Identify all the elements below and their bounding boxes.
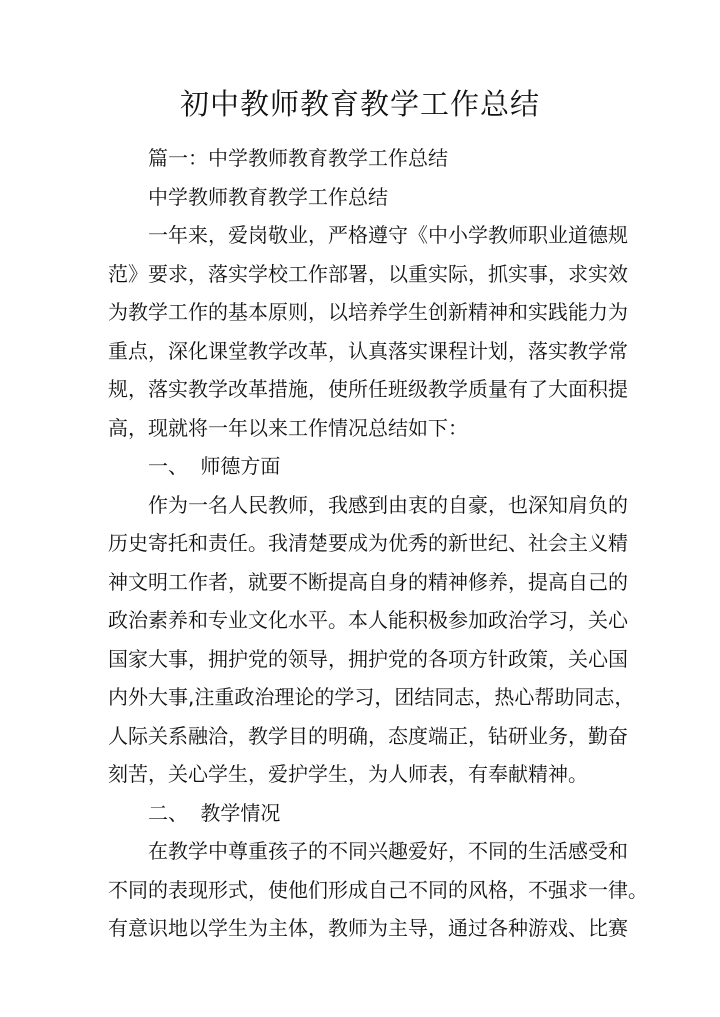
article-label: 篇一：中学教师教育教学工作总结 [148, 146, 448, 170]
paragraph-line: 历史寄托和责任。我清楚要成为优秀的新世纪、社会主义精 [108, 531, 628, 555]
paragraph-line: 神文明工作者，就要不断提高自身的精神修养，提高自己的 [108, 569, 628, 594]
section-heading: 二、 教学情况 [148, 800, 281, 825]
paragraph-line: 人际关系融洽，教学目的明确，态度端正，钻研业务，勤奋 [108, 723, 628, 748]
section-heading: 一、 师德方面 [148, 454, 281, 478]
paragraph-line: 高，现就将一年以来工作情况总结如下： [108, 415, 468, 440]
paragraph-line: 重点，深化课堂教学改革，认真落实课程计划，落实教学常 [108, 338, 628, 363]
document-title: 初中教师教育教学工作总结 [179, 87, 540, 121]
paragraph-line: 刻苦，关心学生，爱护学生，为人师表，有奉献精神。 [108, 762, 588, 786]
paragraph-line: 规，落实教学改革措施，使所任班级教学质量有了大面积提 [108, 377, 628, 401]
paragraph-line: 在教学中尊重孩子的不同兴趣爱好，不同的生活感受和 [148, 839, 628, 863]
paragraph-line: 不同的表现形式，使他们形成自己不同的风格，不强求一律。 [108, 877, 648, 902]
paragraph-line: 内外大事,注重政治理论的学习，团结同志，热心帮助同志， [108, 685, 635, 709]
document-body [108, 139, 648, 948]
article-subtitle: 中学教师教育教学工作总结 [148, 184, 388, 209]
paragraph-line: 范》要求，落实学校工作部署，以重实际，抓实事，求实效 [108, 261, 628, 286]
paragraph-line: 有意识地以学生为主体，教师为主导，通过各种游戏、比赛 [108, 916, 628, 940]
paragraph-line: 一年来，爱岗敬业，严格遵守《中小学教师职业道德规 [148, 223, 628, 247]
paragraph-line: 政治素养和专业文化水平。本人能积极参加政治学习，关心 [108, 608, 628, 632]
paragraph-line: 为教学工作的基本原则，以培养学生创新精神和实践能力为 [108, 300, 628, 324]
paragraph-line: 国家大事，拥护党的领导，拥护党的各项方针政策，关心国 [108, 646, 628, 671]
paragraph-line: 作为一名人民教师，我感到由衷的自豪，也深知肩负的 [148, 492, 628, 517]
